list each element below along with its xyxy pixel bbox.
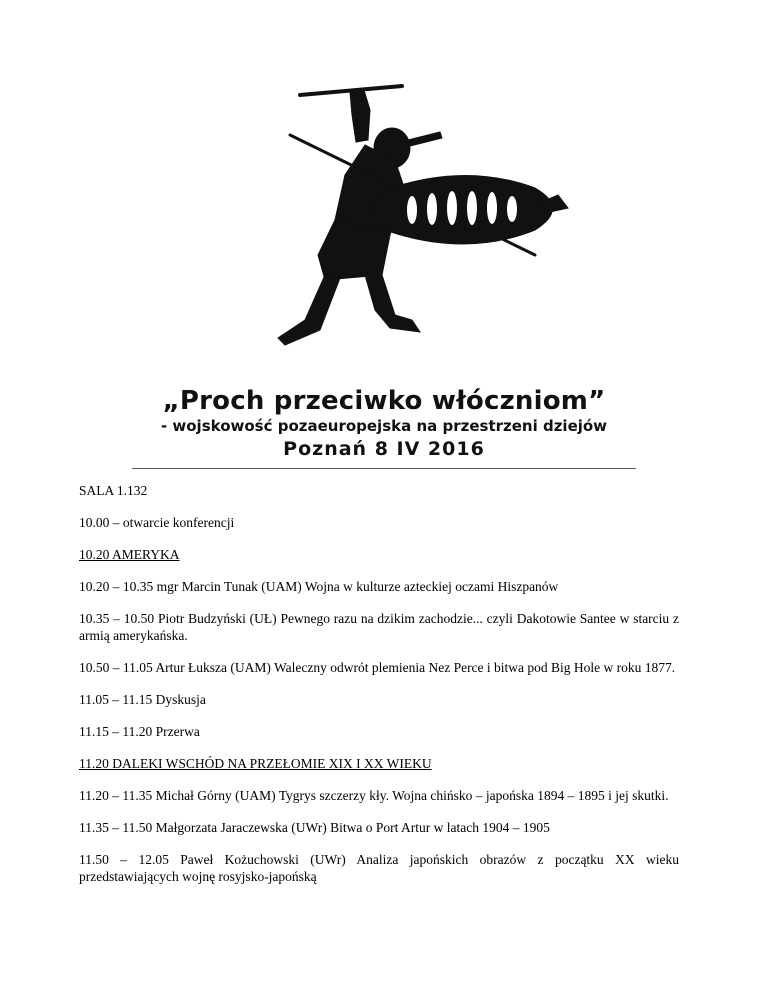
conference-subtitle: - wojskowość pozaeuropejska na przestrzeni dziejów — [160, 417, 608, 435]
program-entry: 10.50 – 11.05 Artur Łuksza (UAM) Waleczny odwrót plemienia Nez Perce i bitwa pod Big Hole w roku 1877. — [79, 660, 676, 675]
conference-title: „Proch przeciwko włóczniom” — [162, 386, 606, 416]
header-divider — [132, 468, 636, 469]
program-section-heading: 10.20 AMERYKA — [79, 547, 180, 562]
program-entry: 11.05 – 11.15 Dyskusja — [79, 692, 206, 707]
program-entry: 11.20 – 11.35 Michał Górny (UAM) Tygrys szczerzy kły. Wojna chińsko – japońska 1894 – 1895 i jej skutki. — [79, 788, 669, 803]
program-list — [79, 482, 679, 900]
program-entry: 10.35 – 10.50 Piotr Budzyński (UŁ) Pewnego razu na dzikim zachodzie... czyli Dakotowie Santee w starciu z armią amerykańska. — [79, 611, 679, 643]
program-entry: 11.50 – 12.05 Paweł Kożuchowski (UWr) Analiza japońskich obrazów z początku XX wieku przedstawiających wojnę rosyjsko-japońską — [79, 852, 679, 884]
program-entry: 11.35 – 11.50 Małgorzata Jaraczewska (UWr) Bitwa o Port Artur w latach 1904 – 1905 — [79, 820, 550, 835]
warrior-with-spear-and-shield-icon — [150, 70, 610, 390]
conference-date-place: Poznań 8 IV 2016 — [283, 438, 485, 460]
program-section-heading: 11.20 DALEKI WSCHÓD NA PRZEŁOMIE XIX I XX WIEKU — [79, 756, 432, 771]
program-entry: 10.00 – otwarcie konferencji — [79, 515, 235, 530]
program-entry: SALA 1.132 — [79, 483, 148, 498]
program-entry: 10.20 – 10.35 mgr Marcin Tunak (UAM) Wojna w kulturze azteckiej oczami Hiszpanów — [79, 579, 559, 594]
program-entry: 11.15 – 11.20 Przerwa — [79, 724, 200, 739]
